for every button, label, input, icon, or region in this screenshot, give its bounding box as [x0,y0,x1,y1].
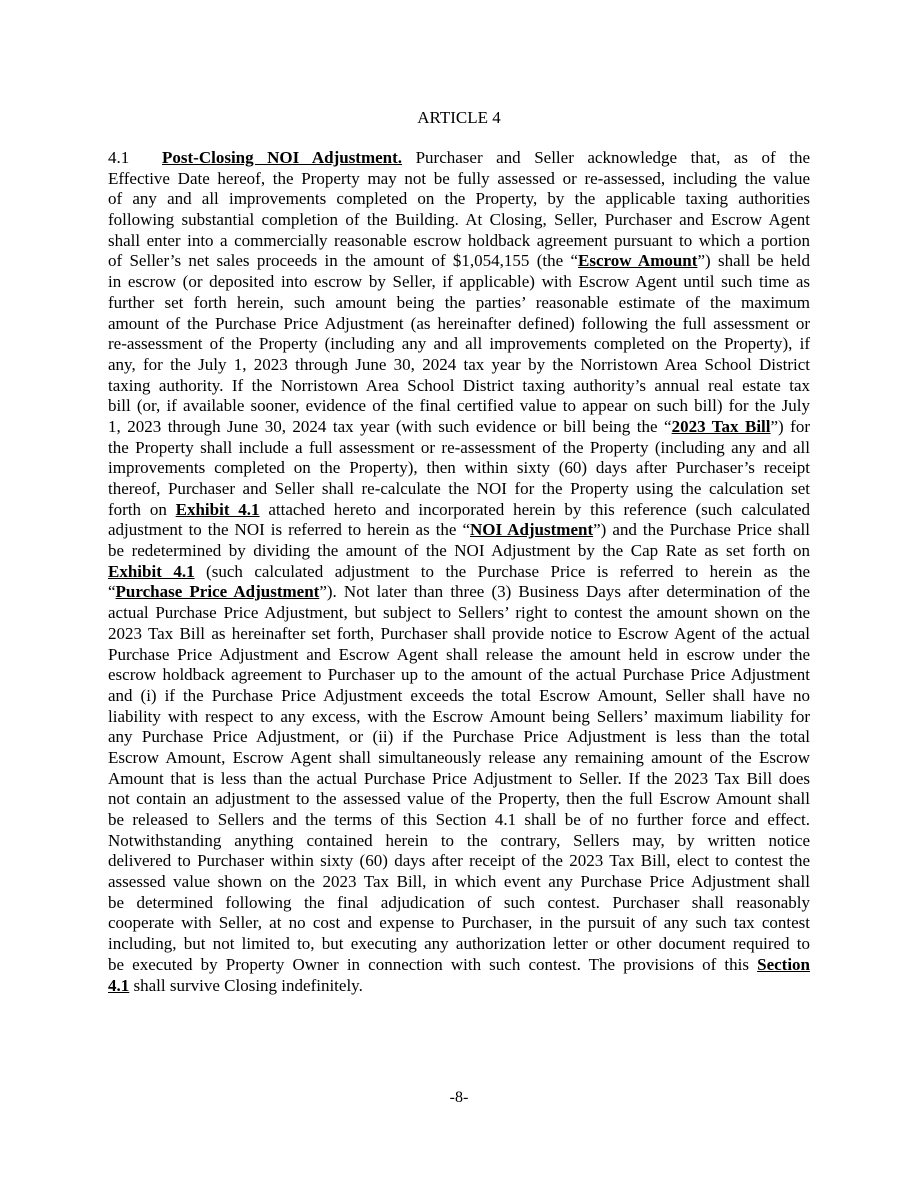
line-text: Notwithstanding anything contained herein to the contrary, Sellers may, by written notice [108,830,810,850]
line-text: shall survive Closing indefinitely. [129,975,363,995]
paragraph-line [108,417,810,438]
line-text: amount of the Purchase Price Adjustment (as hereinafter defined) following the full assessment or [108,313,810,333]
paragraph-line [108,169,810,190]
line-text: and (i) if the Purchase Price Adjustment exceeds the total Escrow Amount, Seller shall have no [108,685,810,705]
paragraph-line [108,789,810,810]
line-text: 2023 Tax Bill as hereinafter set forth, Purchaser shall provide notice to Escrow Agent of the actual [108,623,810,643]
line-text: 1, 2023 through June 30, 2024 tax year (with such evidence or bill being the “ [108,416,672,436]
paragraph-line [108,148,810,169]
paragraph-line [108,707,810,728]
line-text: further set forth herein, such amount being the parties’ reasonable estimate of the maximum [108,292,810,312]
line-text: including, but not limited to, but executing any authorization letter or other document required to [108,934,810,954]
line-text: delivered to Purchaser within sixty (60) days after receipt of the 2023 Tax Bill, elect to contest the [108,851,810,871]
paragraph-line [108,624,810,645]
line-text: assessed value shown on the 2023 Tax Bill, in which event any Purchase Price Adjustment shall [108,872,810,892]
line-text: Purchase Price Adjustment and Escrow Agent shall release the amount held in escrow under the [108,644,810,664]
paragraph-line [108,438,810,459]
line-text: cooperate with Seller, at no cost and expense to Purchaser, in the pursuit of any such tax contest [108,913,810,933]
line-text: be executed by Property Owner in connection with such contest. The provisions of this [108,954,758,974]
paragraph-line [108,251,810,272]
paragraph-line [108,769,810,790]
line-text: any Purchase Price Adjustment, or (ii) if the Purchase Price Adjustment is less than the total [108,727,810,747]
defined-term: NOI Adjustment [470,520,594,540]
paragraph-line [108,355,810,376]
defined-term: Purchase Price Adjustment [115,582,320,602]
line-text: be determined following the final adjudication of such contest. Purchaser shall reasonably [108,892,810,912]
paragraph-line [108,376,810,397]
line-text: re-assessment of the Property (including any and all improvements completed on the Property), if [108,334,810,354]
paragraph-line [108,872,810,893]
line-text: of Seller’s net sales proceeds in the amount of $1,054,155 (the “ [108,251,579,271]
paragraph-line [108,645,810,666]
line-text: thereof, Purchaser and Seller shall re-calculate the NOI for the Property using the calculation set [108,479,810,498]
article-heading: ARTICLE 4 [417,108,501,127]
line-text: Effective Date hereof, the Property may not be fully assessed or re-assessed, including the value [108,168,810,188]
paragraph-line [108,334,810,355]
paragraph-line [108,748,810,769]
section-number: 4.1 [108,148,130,167]
paragraph-line [108,727,810,748]
line-text: taxing authority. If the Norristown Area School District taxing authority’s annual real estate tax [108,375,810,395]
line-text: any, for the July 1, 2023 through June 30, 2024 tax year by the Norristown Area School District [108,354,810,374]
line-text: escrow holdback agreement to Purchaser up to the amount of the actual Purchase Price Adjustment [108,665,810,685]
line-text: improvements completed on the Property), then within sixty (60) days after Purchaser’s receipt [108,458,810,478]
paragraph-line [108,231,810,252]
paragraph-line [108,210,810,231]
line-text: ”) and the Purchase Price shall [593,520,810,540]
defined-term: 4.1 [108,975,130,995]
paragraph-line [108,189,810,210]
paragraph-line [108,314,810,335]
line-text: be released to Sellers and the terms of this Section 4.1 shall be of no further force and effect. [108,810,810,829]
line-text: bill (or, if available sooner, evidence of the final certified value to appear on such bill) for the July [108,396,810,416]
line-text: Amount that is less than the actual Purchase Price Adjustment to Seller. If the 2023 Tax Bill does [108,768,810,788]
paragraph-line [108,851,810,872]
paragraph-line [108,955,810,976]
line-text: shall enter into a commercially reasonable escrow holdback agreement pursuant to which a portion [108,230,810,250]
line-text: not contain an adjustment to the assessed value of the Property, then the full Escrow Amount shall [108,789,810,809]
defined-term: Exhibit 4.1 [175,499,260,519]
line-text: ”). Not later than three (3) Business Days after determination of the [319,582,810,602]
defined-term: Exhibit 4.1 [108,561,195,581]
paragraph-line [108,396,810,417]
paragraph-line [108,562,810,583]
paragraph-line [108,479,810,500]
defined-term: 2023 Tax Bill [671,416,771,436]
section-title: Post-Closing NOI Adjustment. [162,148,403,167]
paragraph-line [108,582,810,603]
paragraph-line [108,893,810,914]
line-text: following substantial completion of the Building. At Closing, Seller, Purchaser and Escrow Agent [108,210,810,230]
defined-term: Section [757,954,810,974]
line-text: actual Purchase Price Adjustment, but subject to Sellers’ right to contest the amount shown on the [108,603,810,623]
section-4-1-paragraph [108,148,810,996]
line-text: “ [108,582,116,602]
line-text: forth on [108,499,176,519]
paragraph-line [108,686,810,707]
paragraph-line [108,913,810,934]
paragraph-line [108,541,810,562]
line-text: attached hereto and incorporated herein by this reference (such calculated [259,499,810,519]
defined-term: Escrow Amount [578,251,698,271]
line-text: the Property shall include a full assessment or re-assessment of the Property (including any and all [108,437,810,457]
line-text: ”) for [770,416,811,436]
line-text: Escrow Amount, Escrow Agent shall simultaneously release any remaining amount of the Escrow [108,747,810,767]
paragraph-line [108,976,810,997]
paragraph-line [108,458,810,479]
paragraph-line [108,665,810,686]
paragraph-line [108,831,810,852]
line-text: Purchaser and Seller acknowledge that, as of the [415,148,810,167]
paragraph-line [108,520,810,541]
paragraph-line [108,603,810,624]
paragraph-line [108,293,810,314]
line-text: ”) shall be held [697,251,810,271]
paragraph-line [108,810,810,831]
line-text: in escrow (or deposited into escrow by Seller, if applicable) with Escrow Agent until such time as [108,272,810,292]
line-text: (such calculated adjustment to the Purchase Price is referred to herein as the [194,561,810,581]
paragraph-line [108,500,810,521]
paragraph-line [108,272,810,293]
line-text: be redetermined by dividing the amount of the NOI Adjustment by the Cap Rate as set forth on [108,541,810,561]
paragraph-line [108,934,810,955]
line-text: adjustment to the NOI is referred to herein as the “ [108,520,470,540]
line-text: of any and all improvements completed on the Property, by the applicable taxing authorities [108,189,810,209]
page-number: -8- [449,1089,469,1106]
line-text: liability with respect to any excess, with the Escrow Amount being Sellers’ maximum liability for [108,706,810,726]
